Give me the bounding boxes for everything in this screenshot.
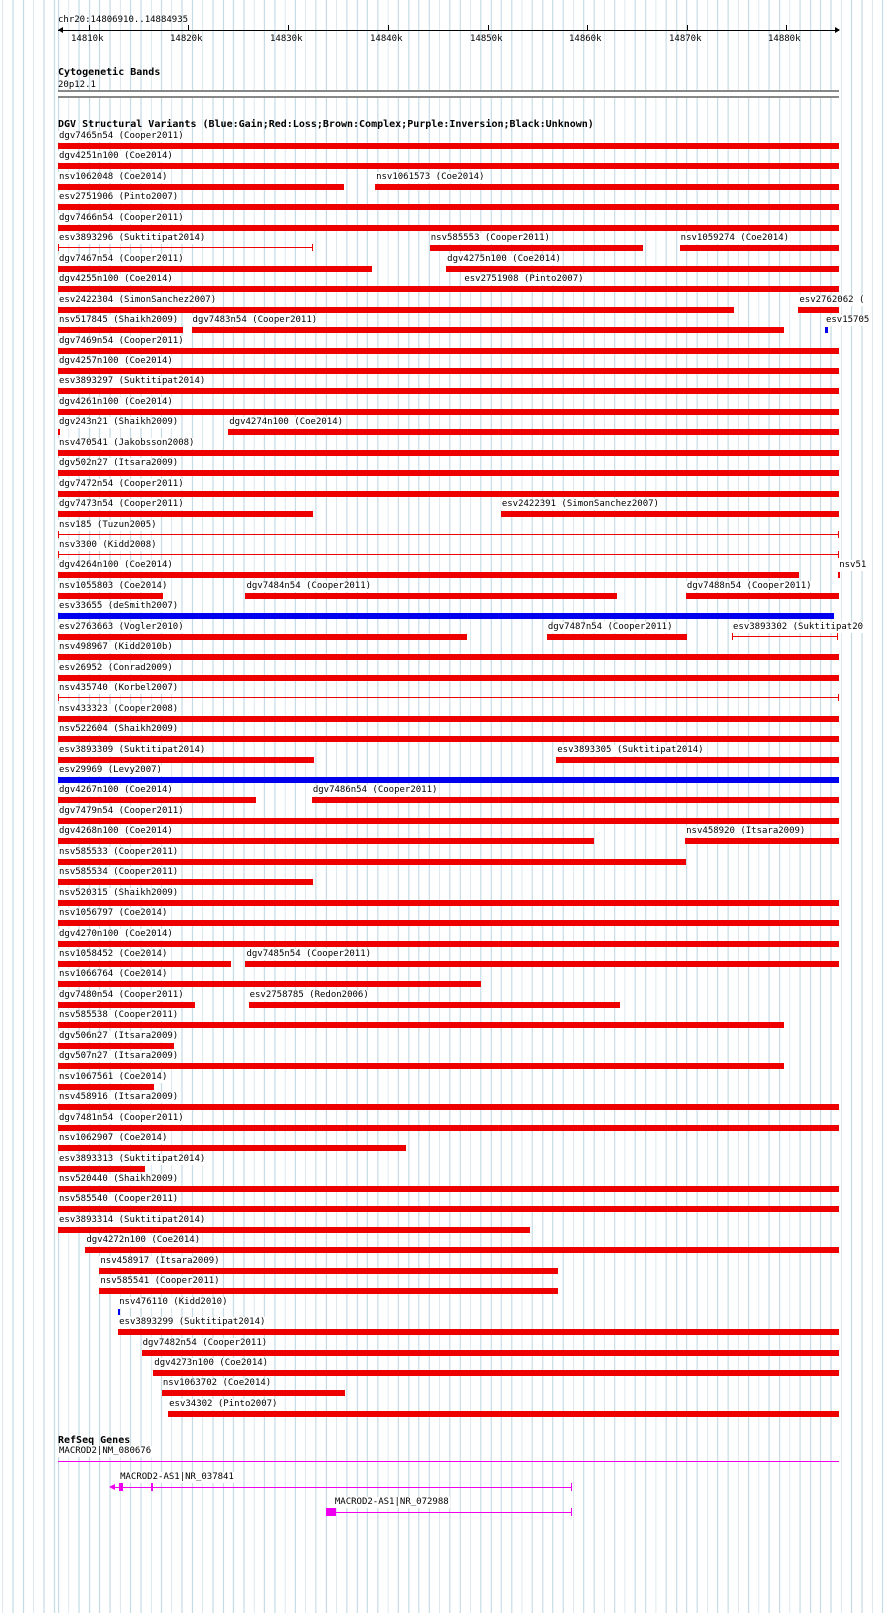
sv-label[interactable]: esv2422304 (SimonSanchez2007)	[59, 294, 217, 305]
sv-label[interactable]: esv33655 (deSmith2007)	[59, 601, 179, 612]
sv-label[interactable]: dgv7483n54 (Cooper2011)	[192, 315, 318, 326]
sv-label[interactable]: esv2763663 (Vogler2010)	[59, 621, 184, 632]
sv-label[interactable]: dgv4251n100 (Coe2014)	[59, 151, 173, 162]
sv-label[interactable]: nsv585533 (Cooper2011)	[59, 846, 179, 857]
sv-label[interactable]: nsv476110 (Kidd2010)	[119, 1296, 228, 1307]
sv-label[interactable]: dgv7466n54 (Cooper2011)	[59, 212, 184, 223]
sv-label[interactable]: nsv458920 (Itsara2009)	[686, 826, 806, 837]
sv-label[interactable]: dgv7473n54 (Cooper2011)	[59, 499, 184, 510]
sv-label[interactable]: esv3893314 (Suktitipat2014)	[59, 1214, 206, 1225]
sv-label[interactable]: esv2758785 (Redon2006)	[249, 989, 369, 1000]
gene-exon[interactable]	[326, 1508, 336, 1516]
gene-exon[interactable]	[571, 1508, 572, 1516]
sv-label[interactable]: esv3893302 (Suktitipat20	[733, 621, 864, 632]
sv-label[interactable]: dgv7469n54 (Cooper2011)	[59, 335, 184, 346]
sv-label[interactable]: nsv51	[839, 560, 867, 571]
sv-label[interactable]: esv2751906 (Pinto2007)	[59, 192, 179, 203]
sv-label[interactable]: dgv243n21 (Shaikh2009)	[59, 417, 179, 428]
sv-label[interactable]: esv3893299 (Suktitipat2014)	[119, 1317, 266, 1328]
sv-label[interactable]: nsv1067561 (Coe2014)	[59, 1071, 168, 1082]
sv-label[interactable]: dgv502n27 (Itsara2009)	[59, 458, 179, 469]
sv-label[interactable]: dgv4272n100 (Coe2014)	[86, 1235, 201, 1246]
sv-label[interactable]: nsv458916 (Itsara2009)	[59, 1092, 179, 1103]
sv-label[interactable]: nsv1062907 (Coe2014)	[59, 1133, 168, 1144]
sv-label[interactable]: esv3893297 (Suktitipat2014)	[59, 376, 206, 387]
sv-label[interactable]: dgv4275n100 (Coe2014)	[447, 253, 561, 264]
cytoband-label: 20p12.1	[58, 80, 96, 90]
sv-label[interactable]: dgv7480n54 (Cooper2011)	[59, 989, 184, 1000]
sv-label[interactable]: esv29969 (Levy2007)	[59, 764, 162, 775]
sv-label[interactable]: nsv433323 (Cooper2008)	[59, 703, 179, 714]
sv-label[interactable]: nsv3300 (Kidd2008)	[59, 540, 157, 550]
ruler-tick-label: 14810k	[71, 34, 104, 44]
ruler-tick-label: 14870k	[669, 34, 702, 44]
sv-label[interactable]: dgv7482n54 (Cooper2011)	[142, 1337, 268, 1348]
sv-label[interactable]: nsv585534 (Cooper2011)	[59, 867, 179, 878]
sv-label[interactable]: esv15705	[825, 315, 870, 326]
gene-exon[interactable]	[119, 1483, 123, 1491]
sv-label[interactable]: dgv7481n54 (Cooper2011)	[59, 1112, 184, 1123]
sv-label[interactable]: dgv4261n100 (Coe2014)	[59, 396, 173, 407]
sv-label[interactable]: esv3893309 (Suktitipat2014)	[59, 744, 206, 755]
sv-label[interactable]: nsv470541 (Jakobsson2008)	[59, 437, 195, 448]
sv-label[interactable]: esv3893305 (Suktitipat2014)	[557, 744, 704, 755]
sv-label[interactable]: nsv1066764 (Coe2014)	[59, 969, 168, 980]
sv-label[interactable]: dgv4257n100 (Coe2014)	[59, 355, 173, 366]
ruler-tick-label: 14860k	[569, 34, 602, 44]
sv-label[interactable]: dgv7485n54 (Cooper2011)	[246, 949, 372, 959]
sv-label[interactable]: dgv4270n100 (Coe2014)	[59, 928, 173, 939]
sv-label[interactable]: dgv7467n54 (Cooper2011)	[59, 253, 184, 264]
sv-label[interactable]: dgv4268n100 (Coe2014)	[59, 826, 173, 837]
cytoband-track-title: Cytogenetic Bands	[58, 67, 161, 78]
sv-label[interactable]: nsv458917 (Itsara2009)	[100, 1255, 220, 1266]
sv-label[interactable]: nsv1056797 (Coe2014)	[59, 908, 168, 919]
sv-label[interactable]: dgv7484n54 (Cooper2011)	[246, 580, 372, 591]
position-label: chr20:14806910..14884935	[58, 15, 189, 25]
ruler-tick-label: 14820k	[170, 34, 203, 44]
sv-label[interactable]: dgv7465n54 (Cooper2011)	[59, 131, 184, 141]
sv-label[interactable]: nsv435740 (Korbel2007)	[59, 683, 179, 694]
sv-label[interactable]: nsv522604 (Shaikh2009)	[59, 724, 179, 735]
sv-label[interactable]: dgv4273n100 (Coe2014)	[154, 1358, 269, 1368]
sv-label[interactable]: dgv7472n54 (Cooper2011)	[59, 478, 184, 489]
gene-label[interactable]: MACROD2|NM_080676	[59, 1446, 152, 1456]
ruler-tick-label: 14850k	[470, 34, 503, 44]
sv-label[interactable]: esv26952 (Conrad2009)	[59, 662, 173, 673]
gene-label[interactable]: MACROD2-AS1|NR_037841	[120, 1472, 234, 1482]
sv-label[interactable]: dgv7479n54 (Cooper2011)	[59, 805, 184, 816]
sv-label[interactable]: nsv1059274 (Coe2014)	[680, 233, 790, 244]
gene-label[interactable]: MACROD2-AS1|NR_072988	[334, 1497, 449, 1507]
sv-label[interactable]: esv3893313 (Suktitipat2014)	[59, 1153, 206, 1164]
sv-label[interactable]: nsv585540 (Cooper2011)	[59, 1194, 179, 1205]
sv-label[interactable]: esv2422391 (SimonSanchez2007)	[501, 499, 659, 510]
sv-label[interactable]: esv3893296 (Suktitipat2014)	[59, 233, 206, 244]
sv-label[interactable]: nsv498967 (Kidd2010b)	[59, 642, 173, 653]
ruler-tick-label: 14840k	[370, 34, 403, 44]
sv-label[interactable]: nsv1055803 (Coe2014)	[59, 580, 168, 591]
ruler-tick-label: 14880k	[768, 34, 801, 44]
sv-label[interactable]: nsv520440 (Shaikh2009)	[59, 1173, 179, 1184]
sv-label[interactable]: esv2751908 (Pinto2007)	[464, 274, 584, 285]
sv-label[interactable]: nsv1062048 (Coe2014)	[59, 171, 168, 182]
sv-label[interactable]: nsv1058452 (Coe2014)	[59, 949, 168, 959]
sv-label[interactable]: dgv7488n54 (Cooper2011)	[686, 580, 812, 591]
sv-label[interactable]: dgv506n27 (Itsara2009)	[59, 1030, 179, 1041]
ruler-tick-label: 14830k	[270, 34, 303, 44]
sv-label[interactable]: dgv4274n100 (Coe2014)	[229, 417, 344, 428]
sv-label[interactable]: nsv585541 (Cooper2011)	[100, 1276, 220, 1287]
sv-label[interactable]: nsv585553 (Cooper2011)	[430, 233, 550, 244]
gene-exon[interactable]	[151, 1483, 153, 1491]
gene-intron-line[interactable]	[111, 1487, 572, 1488]
dgv-track-title: DGV Structural Variants (Blue:Gain;Red:Loss;Brown:Complex;Purple:Inversion;Black:Unknown)	[58, 119, 594, 130]
gene-exon[interactable]	[571, 1483, 572, 1491]
sv-label[interactable]: dgv507n27 (Itsara2009)	[59, 1051, 179, 1062]
strand-arrow-icon	[109, 1484, 115, 1490]
sv-label[interactable]: esv2762062 (	[799, 294, 865, 305]
sv-label[interactable]: nsv585538 (Cooper2011)	[59, 1010, 179, 1021]
sv-label[interactable]: nsv185 (Tuzun2005)	[59, 519, 157, 530]
sv-label[interactable]: nsv520315 (Shaikh2009)	[59, 887, 179, 898]
sv-label[interactable]: dgv4264n100 (Coe2014)	[59, 560, 173, 571]
sv-label[interactable]: dgv7486n54 (Cooper2011)	[312, 785, 438, 796]
gene-intron-line[interactable]	[58, 1461, 839, 1462]
sv-label[interactable]: esv34302 (Pinto2007)	[169, 1398, 278, 1409]
gene-intron-line[interactable]	[326, 1512, 572, 1513]
sv-label[interactable]: nsv1061573 (Coe2014)	[376, 171, 485, 182]
sv-label[interactable]: nsv1063702 (Coe2014)	[162, 1378, 272, 1389]
sv-label[interactable]: dgv7487n54 (Cooper2011)	[547, 621, 673, 632]
sv-label[interactable]: dgv4267n100 (Coe2014)	[59, 785, 173, 796]
refseq-track-title: RefSeq Genes	[58, 1435, 131, 1446]
sv-label[interactable]: dgv4255n100 (Coe2014)	[59, 274, 173, 285]
sv-label[interactable]: nsv517845 (Shaikh2009)	[59, 315, 179, 326]
